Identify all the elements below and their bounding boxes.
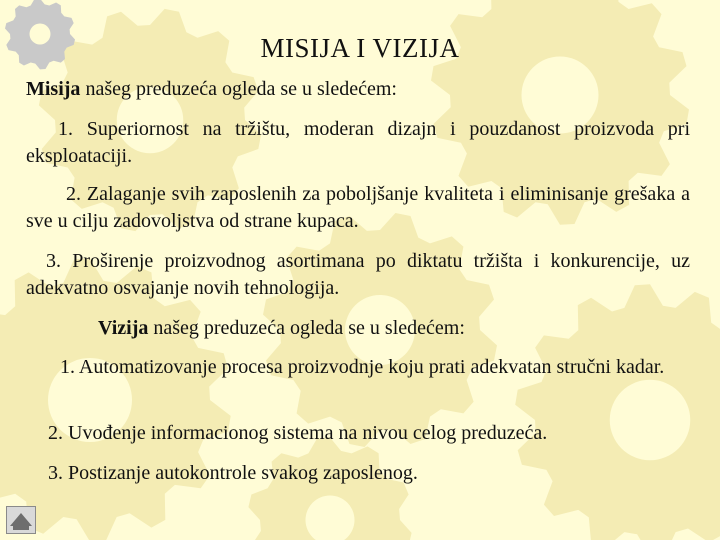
home-nav-icon xyxy=(7,507,35,533)
home-nav-button[interactable] xyxy=(6,506,36,534)
mission-intro-text: našeg preduzeća ogleda se u sledećem: xyxy=(80,78,397,100)
mission-item-2: 2. Zalaganje svih zaposlenih za poboljšanje kvaliteta i eliminisanje grešaka a sve u cilju zadovoljstva od strane kupaca. xyxy=(26,183,690,232)
slide-title: MISIJA I VIZIJA xyxy=(260,33,460,63)
mission-label: Misija xyxy=(26,78,81,100)
mission-intro xyxy=(26,76,690,103)
vision-intro xyxy=(26,315,690,342)
vision-intro-text: našeg preduzeća ogleda se u sledećem: xyxy=(148,317,465,339)
vision-item-1: 1. Automatizovanje procesa proizvodnje koju prati adekvatan stručni kadar. xyxy=(60,356,665,378)
vision-item-2: 2. Uvođenje informacionog sistema na nivou celog preduzeća. xyxy=(48,422,548,444)
vision-item-3: 3. Postizanje autokontrole svakog zaposlenog. xyxy=(48,462,418,484)
vision-label: Vizija xyxy=(98,317,149,339)
mission-item-1: 1. Superiornost na tržištu, moderan dizajn i pouzdanost proizvoda pri eksploataciji. xyxy=(26,118,690,167)
mission-item-3: 3. Proširenje proizvodnog asortimana po diktatu tržišta i konkurencije, uz adekvatno osvajanje novih tehnologija. xyxy=(26,250,690,299)
